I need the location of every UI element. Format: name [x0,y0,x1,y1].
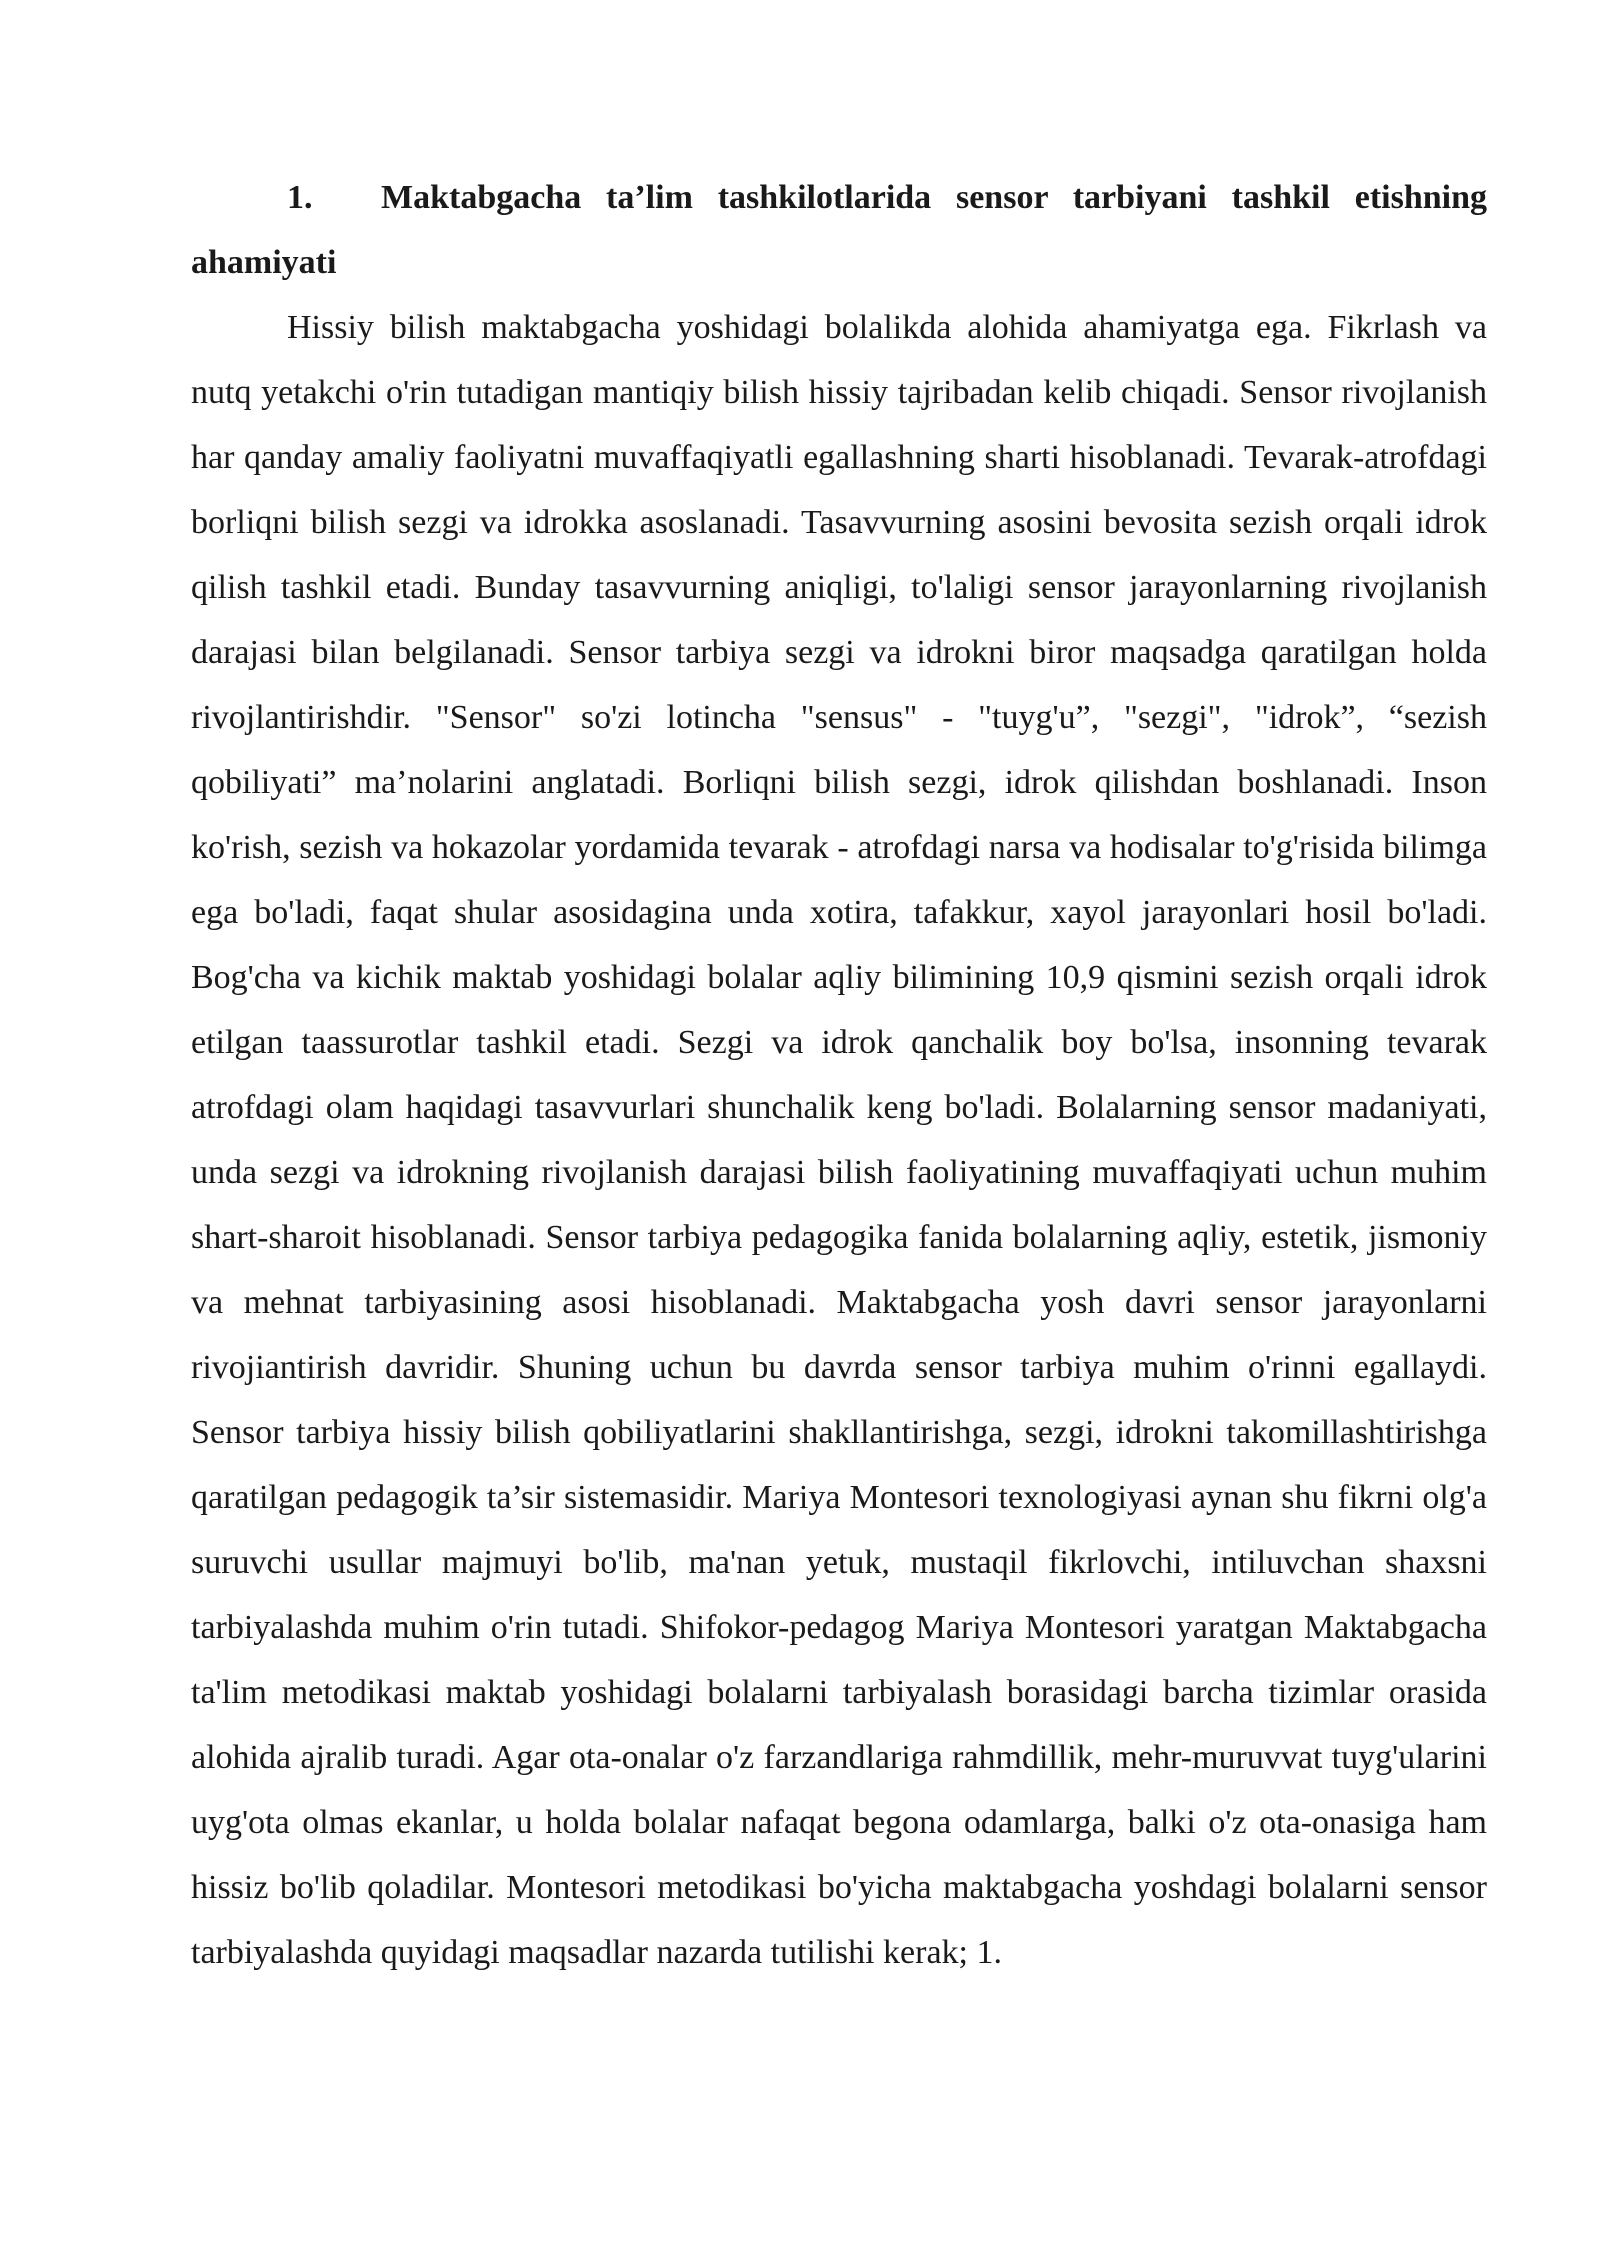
section-number: 1. [287,179,313,216]
section-heading [191,165,1487,295]
document-page [191,165,1487,1985]
body-paragraph: Hissiy bilish maktabgacha yoshidagi bolalikda alohida ahamiyatga ega. Fikrlash va nutq yetakchi o'rin tutadigan mantiqiy bilish hissiy tajribadan kelib chiqadi. Sensor rivojlanish har qanday amaliy faoliyatni muvaffaqiyatli egallashning sharti hisoblanadi. Tevarak-atrofdagi borliqni bilish sezgi va idrokka asoslanadi. Tasavvurning asosini bevosita sezish orqali idrok qilish tashkil etadi. Bunday tasavvurning aniqligi, to'laligi sensor jarayonlarning rivojlanish darajasi bilan belgilanadi. Sensor tarbiya sezgi va idrokni biror maqsadga qaratilgan holda rivojlantirishdir. "Sensor" so'zi lotincha "sensus" - "tuyg'u”, "sezgi", "idrok”, “sezish qobiliyati” ma’nolarini anglatadi. Borliqni bilish sezgi, idrok qilishdan boshlanadi. Inson ko'rish, sezish va hokazolar yordamida tevarak - atrofdagi narsa va hodisalar to'g'risida bilimga ega bo'ladi, faqat shular asosidagina unda xotira, tafakkur, xayol jarayonlari hosil bo'ladi. Bog'cha va kichik maktab yoshidagi bolalar aqliy bilimining 10,9 qismini sezish orqali idrok etilgan taassurotlar tashkil etadi. Sezgi va idrok qanchalik boy bo'lsa, insonning tevarak atrofdagi olam haqidagi tasavvurlari shunchalik keng bo'ladi. Bolalarning sensor madaniyati, unda sezgi va idrokning rivojlanish darajasi bilish faoliyatining muvaffaqiyati uchun muhim shart-sharoit hisoblanadi. Sensor tarbiya pedagogika fanida bolalarning aqliy, estetik, jismoniy va mehnat tarbiyasining asosi hisoblanadi. Maktabgacha yosh davri sensor jarayonlarni rivojiantirish davridir. Shuning uchun bu davrda sensor tarbiya muhim o'rinni egallaydi. Sensor tarbiya hissiy bilish qobiliyatlarini shakllantirishga, sezgi, idrokni takomillashtirishga qaratilgan pedagogik ta’sir sistemasidir. Mariya Montesori texnologiyasi aynan shu fikrni olg'a suruvchi usullar majmuyi bo'lib, ma'nan yetuk, mustaqil fikrlovchi, intiluvchan shaxsni tarbiyalashda muhim o'rin tutadi. Shifokor-pedagog Mariya Montesori yaratgan Maktabgacha ta'lim metodikasi maktab yoshidagi bolalarni tarbiyalash borasidagi barcha tizimlar orasida alohida ajralib turadi. Agar ota-onalar o'z farzandlariga rahmdillik, mehr-muruvvat tuyg'ularini uyg'ota olmas ekanlar, u holda bolalar nafaqat begona odamlarga, balki o'z ota-onasiga ham hissiz bo'lib qoladilar. Montesori metodikasi bo'yicha maktabgacha yoshdagi bolalarni sensor tarbiyalashda quyidagi maqsadlar nazarda tutilishi kerak; 1. [191,309,1487,1971]
section-title: Maktabgacha ta’lim tashkilotlarida sensor tarbiyani tashkil etishning ahamiyati [191,179,1487,281]
